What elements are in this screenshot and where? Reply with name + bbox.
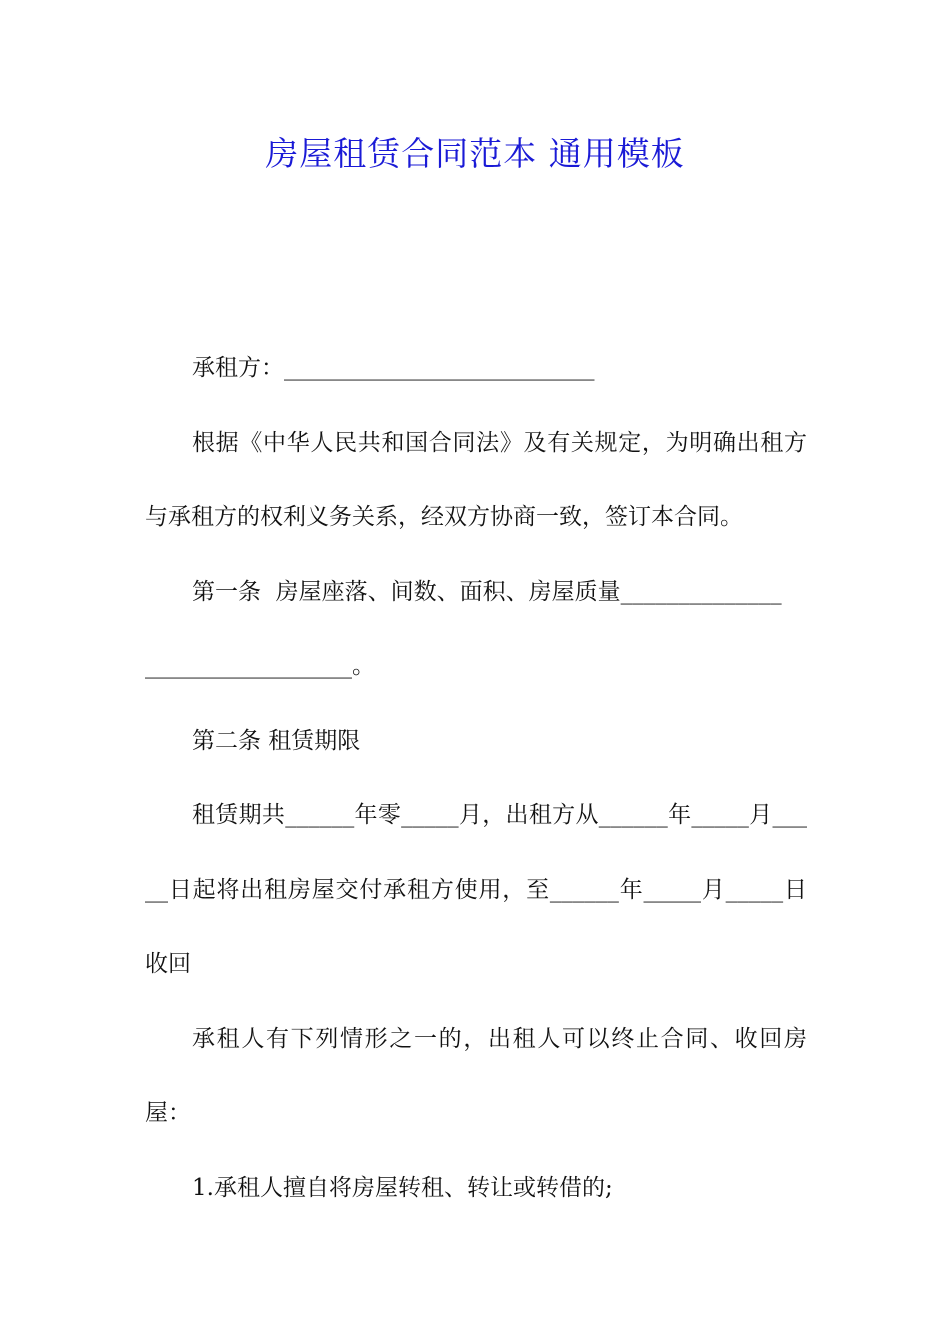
document-title: 房屋租赁合同范本 通用模板	[265, 134, 685, 173]
article-one-line: 第一条 房屋座落、间数、面积、房屋质量______________	[192, 578, 782, 605]
article-one-continuation: __________________。	[145, 653, 375, 679]
termination-conditions-paragraph: 承租人有下列情形之一的，出租人可以终止合同、收回房屋：	[145, 1025, 807, 1126]
article-two-heading: 第二条 租赁期限	[192, 727, 361, 754]
document-body	[145, 331, 807, 1225]
condition-item-1: 1.承租人擅自将房屋转租、转让或转借的;	[192, 1174, 613, 1201]
lease-term-paragraph: 租赁期共______年零_____月，出租方从______年_____月_____日起将出租房屋交付承租方使用，至______年_____月_____日收回	[145, 802, 807, 977]
preamble-paragraph: 根据《中华人民共和国合同法》及有关规定，为明确出租方与承租方的权利义务关系，经双方协商一致，签订本合同。	[145, 429, 807, 530]
tenant-line: 承租方：___________________________	[192, 355, 595, 381]
